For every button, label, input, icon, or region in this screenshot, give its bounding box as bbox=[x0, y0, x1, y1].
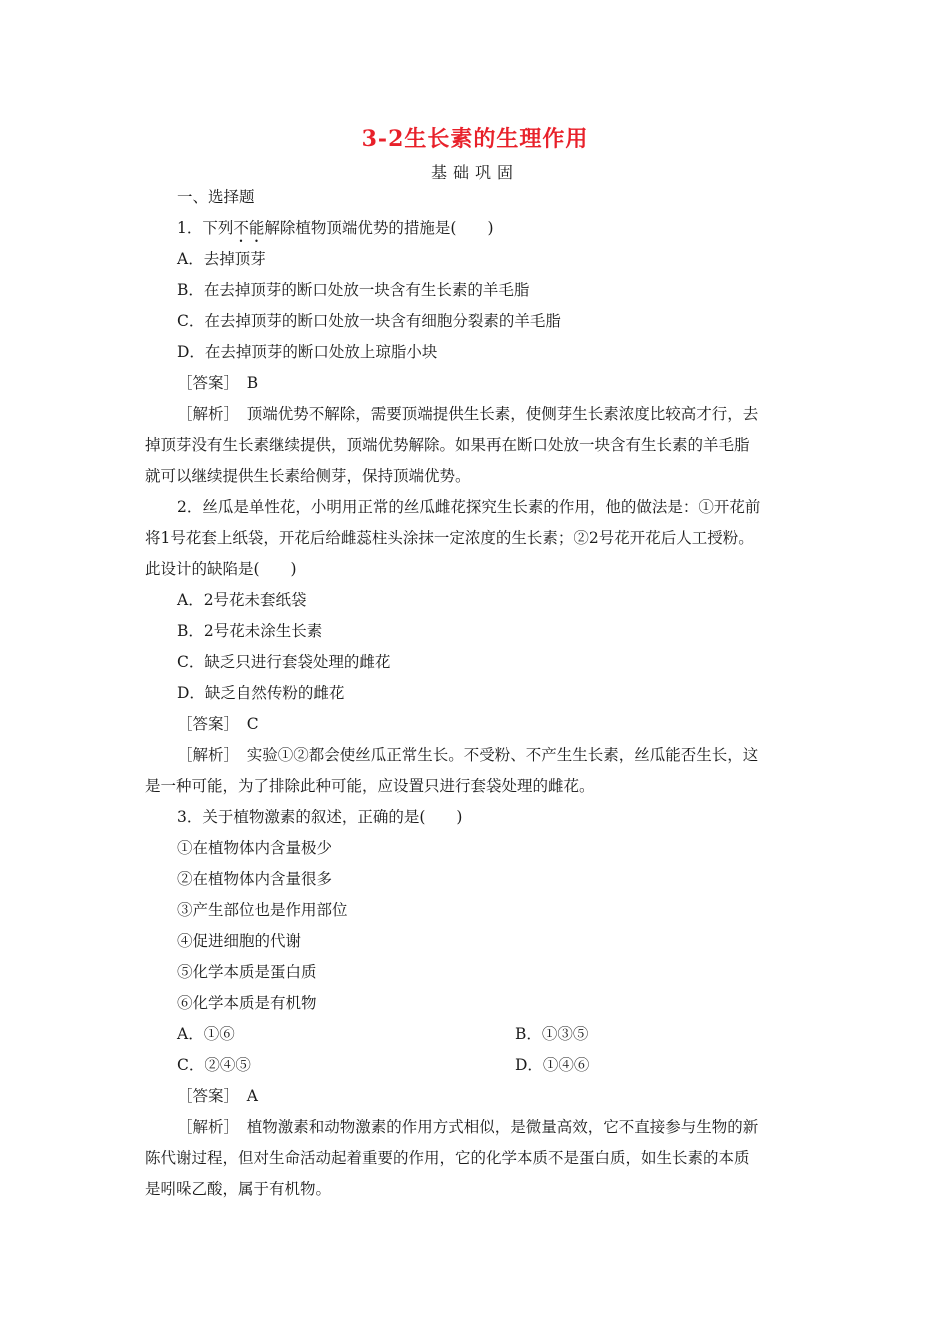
document-body bbox=[145, 182, 810, 1205]
question-3-analysis: 陈代谢过程，但对生命活动起着重要的作用，它的化学本质不是蛋白质，如生长素的本质 bbox=[145, 1149, 750, 1167]
question-3-analysis: ［解析］ 植物激素和动物激素的作用方式相似，是微量高效，它不直接参与生物的新 bbox=[177, 1118, 759, 1136]
question-3-item: ③产生部位也是作用部位 bbox=[177, 901, 348, 919]
question-3-option-b: B．①③⑤ bbox=[515, 1025, 589, 1043]
question-2-option-a: A．2号花未套纸袋 bbox=[177, 591, 307, 609]
question-2-answer: ［答案］ C bbox=[177, 715, 259, 733]
question-3-option-d: D．①④⑥ bbox=[515, 1056, 590, 1074]
question-1-analysis: ［解析］ 顶端优势不解除，需要顶端提供生长素，使侧芽生长素浓度比较高才行，去 bbox=[177, 405, 759, 423]
section-heading: 一、选择题 bbox=[177, 188, 255, 206]
question-3-options-row bbox=[145, 1050, 810, 1081]
question-3-stem: 3．关于植物激素的叙述，正确的是( ) bbox=[177, 808, 463, 826]
question-1-option-d: D．在去掉顶芽的断口处放上琼脂小块 bbox=[177, 343, 438, 361]
question-3-item: ②在植物体内含量很多 bbox=[177, 870, 333, 888]
emphasis-text: 不能 bbox=[233, 219, 265, 237]
document-title: 3-2生长素的生理作用 bbox=[361, 126, 589, 152]
question-3-answer: ［答案］ A bbox=[177, 1087, 258, 1105]
question-3-options-row bbox=[145, 1019, 810, 1050]
question-2-stem: 将1号花套上纸袋，开花后给雌蕊柱头涂抹一定浓度的生长素；②2号花开花后人工授粉。 bbox=[145, 529, 754, 547]
question-3-item: ⑤化学本质是蛋白质 bbox=[177, 963, 317, 981]
question-1-analysis: 掉顶芽没有生长素继续提供，顶端优势解除。如果再在断口处放一块含有生长素的羊毛脂 bbox=[145, 436, 750, 454]
question-1-option-b: B．在去掉顶芽的断口处放一块含有生长素的羊毛脂 bbox=[177, 281, 530, 299]
question-2-option-c: C．缺乏只进行套袋处理的雌花 bbox=[177, 653, 391, 671]
question-3-item: ⑥化学本质是有机物 bbox=[177, 994, 317, 1012]
question-1-stem: 1．下列不能解除植物顶端优势的措施是( ) bbox=[177, 219, 494, 237]
question-1-option-a: A．去掉顶芽 bbox=[177, 250, 266, 268]
question-1-answer: ［答案］ B bbox=[177, 374, 259, 392]
question-2-option-d: D．缺乏自然传粉的雌花 bbox=[177, 684, 345, 702]
question-2-stem: 此设计的缺陷是( ) bbox=[145, 560, 297, 578]
question-1-option-c: C．在去掉顶芽的断口处放一块含有细胞分裂素的羊毛脂 bbox=[177, 312, 561, 330]
question-3-option-c: C．②④⑤ bbox=[177, 1056, 251, 1074]
question-3-analysis: 是吲哚乙酸，属于有机物。 bbox=[145, 1180, 332, 1198]
document-subtitle: 基础巩固 bbox=[430, 163, 519, 182]
question-3-item: ①在植物体内含量极少 bbox=[177, 839, 333, 857]
question-2-analysis: ［解析］ 实验①②都会使丝瓜正常生长。不受粉、不产生生长素，丝瓜能否生长，这 bbox=[177, 746, 759, 764]
question-2-analysis: 是一种可能，为了排除此种可能，应设置只进行套袋处理的雌花。 bbox=[145, 777, 595, 795]
question-3-item: ④促进细胞的代谢 bbox=[177, 932, 302, 950]
question-1-analysis: 就可以继续提供生长素给侧芽，保持顶端优势。 bbox=[145, 467, 471, 485]
question-2-stem: 2．丝瓜是单性花，小明用正常的丝瓜雌花探究生长素的作用，他的做法是：①开花前 bbox=[177, 498, 761, 516]
question-2-option-b: B．2号花未涂生长素 bbox=[177, 622, 323, 640]
question-3-option-a: A．①⑥ bbox=[177, 1025, 235, 1043]
